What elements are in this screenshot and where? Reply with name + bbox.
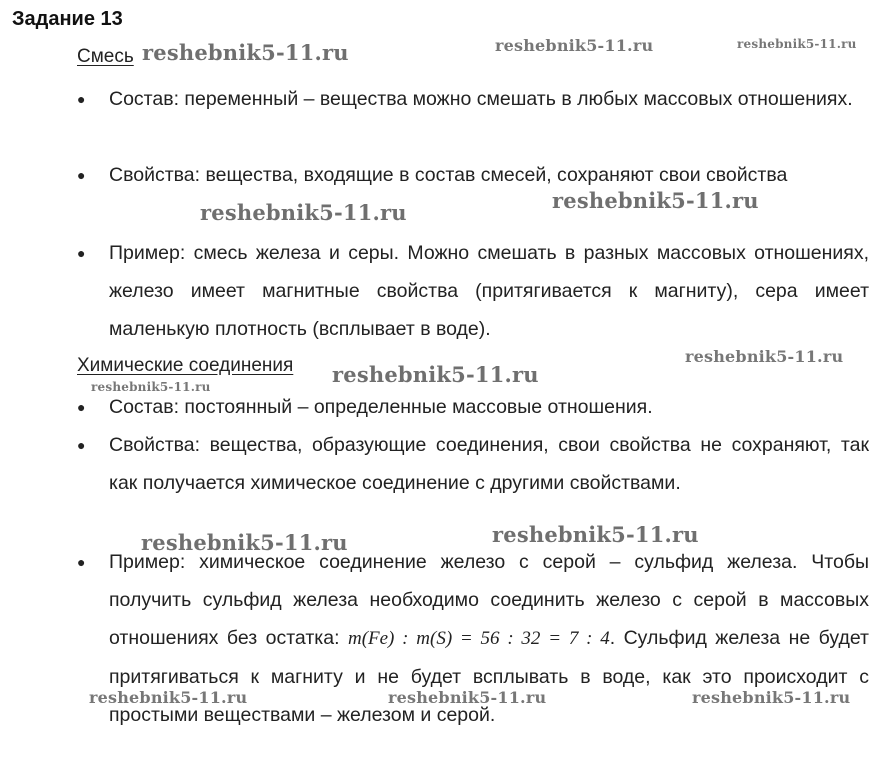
watermark: reshebnik5-11.ru	[142, 40, 349, 65]
bullet-icon: ●	[77, 437, 86, 453]
list-item	[77, 80, 869, 118]
bullet-icon: ●	[77, 167, 86, 183]
list-item-text: Пример: смесь железа и серы. Можно смешать в разных массовых отношениях, железо имеет магнитные свойства (притягивается к магниту), сера имеет маленькую плотность (всплывает в воде).	[109, 242, 869, 340]
bullet-icon: ●	[77, 554, 86, 570]
list-item-text-part: Пример: химическое соединение железо с серой – сульфид железа. Чтобы получить сульфид железа необходимо соединить железо с серой в массовых отношениях без остатка:	[109, 551, 869, 649]
list-item	[77, 234, 869, 348]
section-heading-compounds: Химические соединения	[77, 355, 294, 376]
watermark: reshebnik5-11.ru	[200, 200, 407, 225]
list-item-text: Состав: переменный – вещества можно смешать в любых массовых отношениях.	[109, 88, 853, 110]
list-item-text: Свойства: вещества, входящие в состав смесей, сохраняют свои свойства	[109, 164, 788, 186]
watermark: reshebnik5-11.ru	[552, 188, 759, 213]
task-title: Задание 13	[12, 8, 123, 30]
section-heading-mixture: Смесь	[77, 46, 134, 67]
bullet-icon: ●	[77, 245, 86, 261]
watermark: reshebnik5-11.ru	[332, 362, 539, 387]
watermark: reshebnik5-11.ru	[91, 380, 211, 394]
list-item-text: Свойства: вещества, образующие соединения, свои свойства не сохраняют, так как получается химическое соединение с другими свойствами.	[109, 434, 869, 494]
list-item-text-part: . Сульфид железа не будет притягиваться к магниту и не будет всплывать в воде, как это происходит с простыми веществами – железом и серой.	[109, 627, 869, 726]
watermark: reshebnik5-11.ru	[492, 522, 699, 547]
bullet-icon: ●	[77, 399, 86, 415]
list-item-text: Состав: постоянный – определенные массовые отношения.	[109, 396, 653, 418]
watermark: reshebnik5-11.ru	[737, 37, 857, 51]
bullet-icon: ●	[77, 91, 86, 107]
watermark: reshebnik5-11.ru	[495, 36, 654, 55]
watermark: reshebnik5-11.ru	[685, 347, 844, 366]
mass-ratio-formula: m(Fe) : m(S) = 56 : 32 = 7 : 4	[347, 628, 610, 649]
list-item	[77, 426, 869, 502]
watermark: reshebnik5-11.ru	[388, 688, 547, 707]
watermark: reshebnik5-11.ru	[692, 688, 851, 707]
watermark: reshebnik5-11.ru	[89, 688, 248, 707]
watermark: reshebnik5-11.ru	[141, 530, 348, 555]
